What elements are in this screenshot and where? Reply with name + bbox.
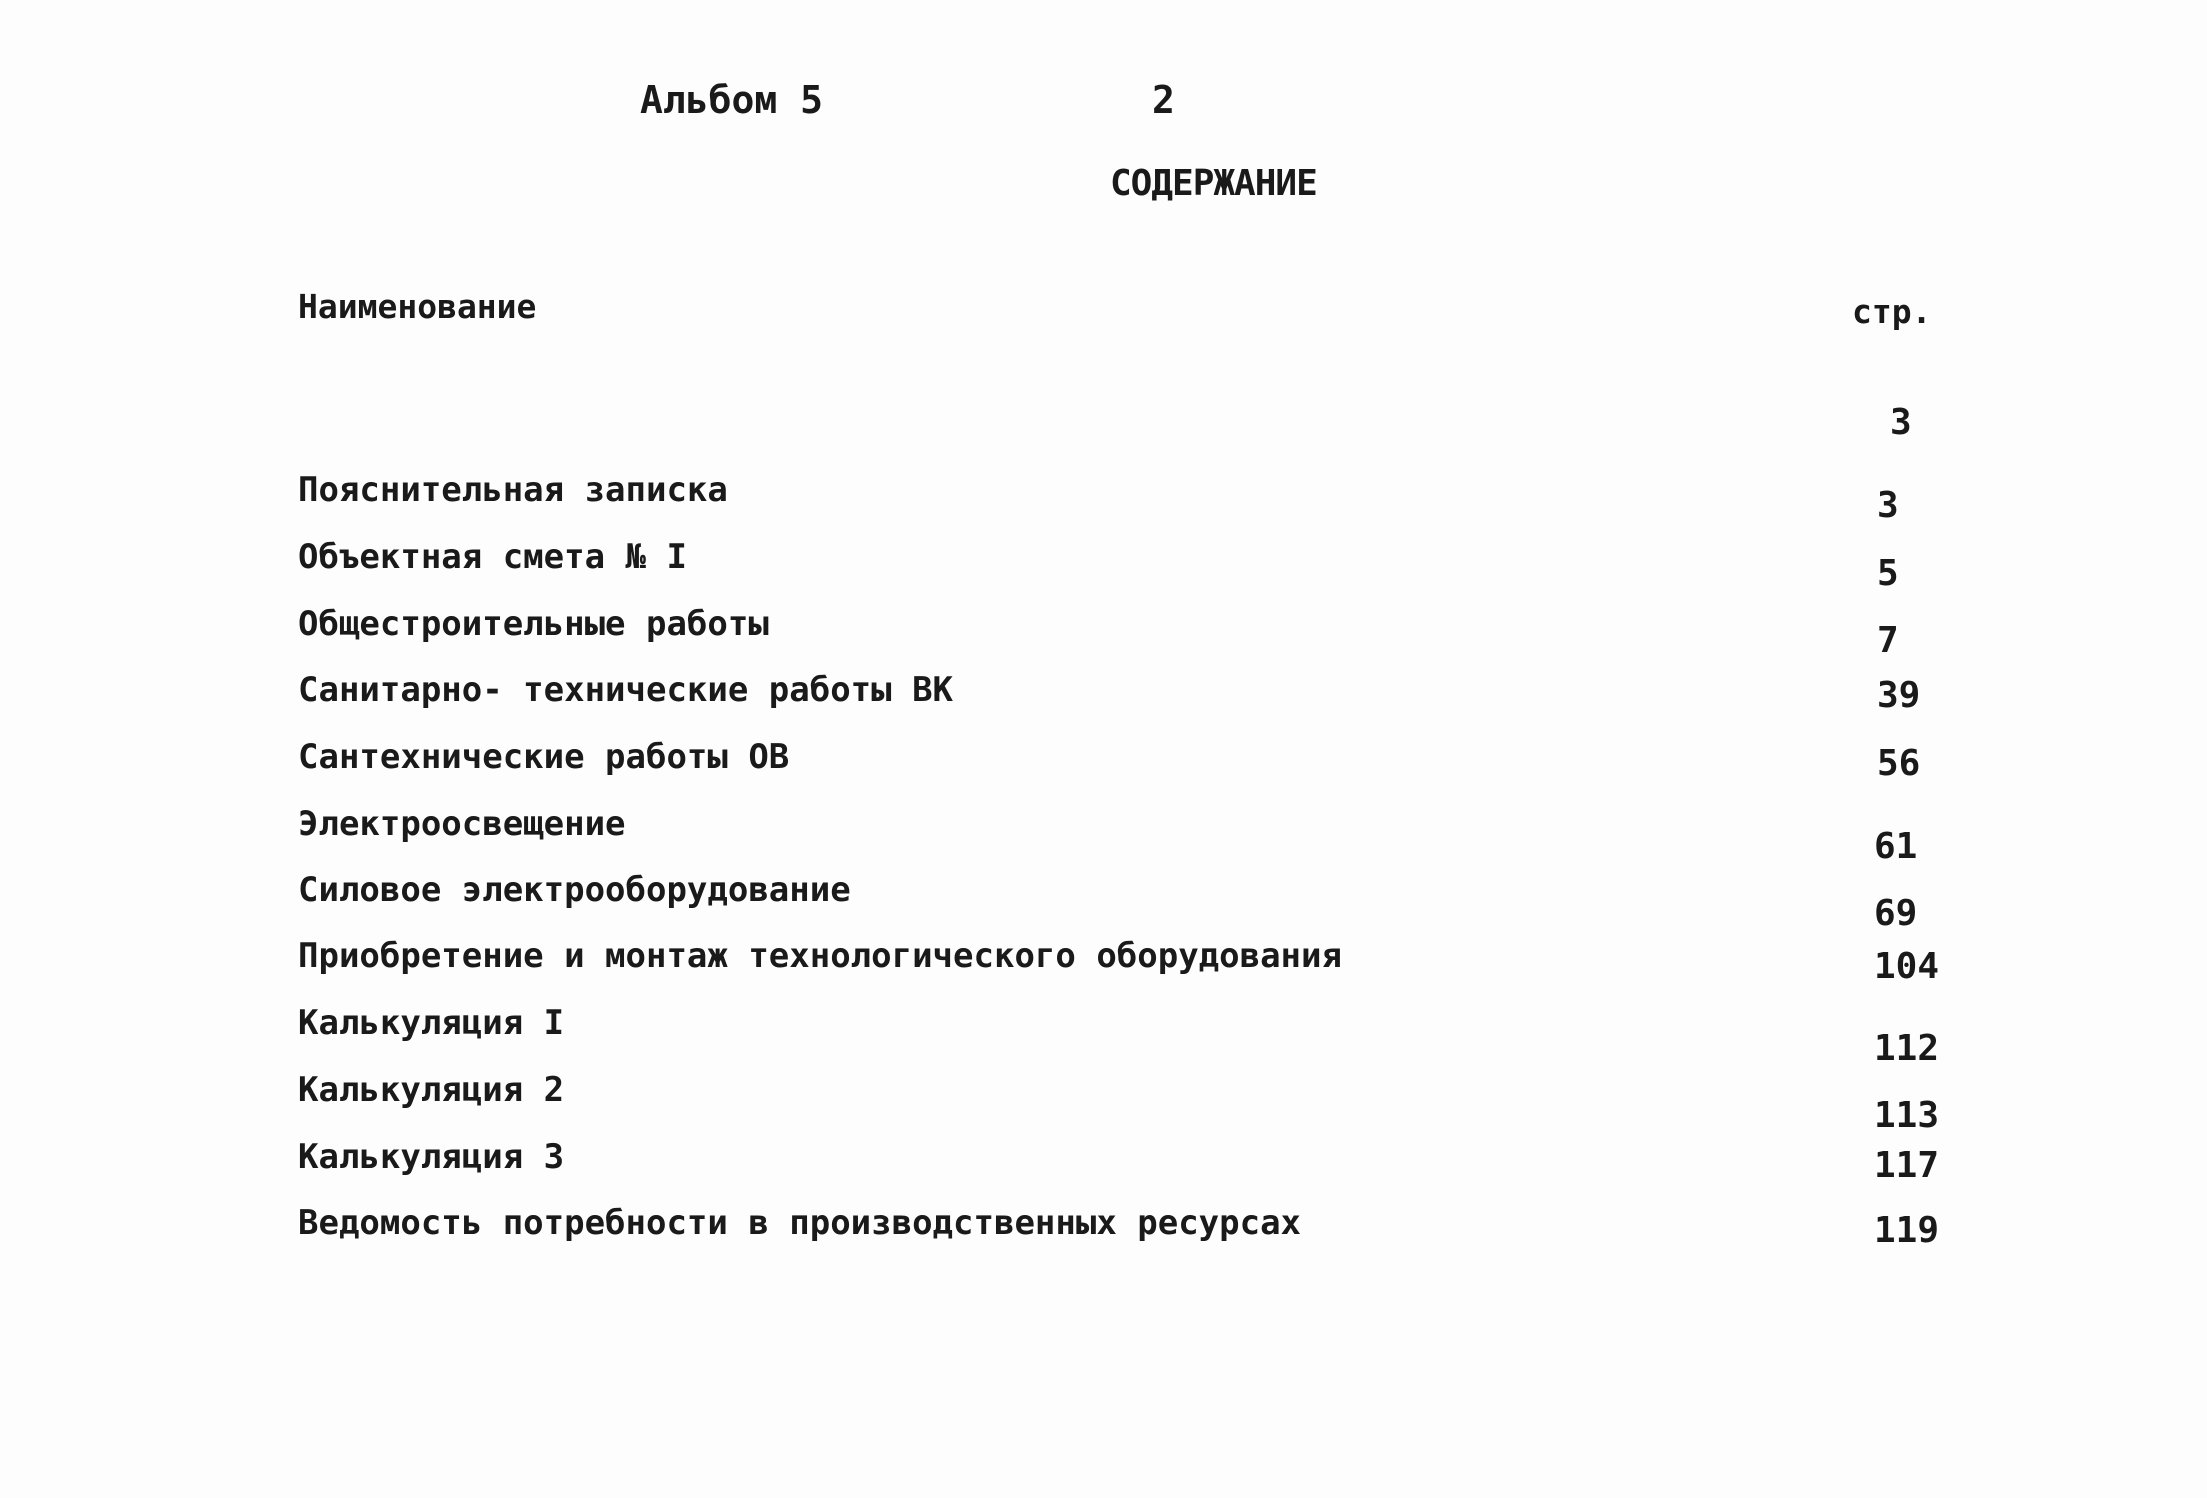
toc-entry-name: Общестроительные работы xyxy=(298,604,769,644)
toc-entry-page: 119 xyxy=(1874,1210,1940,1251)
toc-entry-page: 69 xyxy=(1874,893,1918,934)
lone-page-number: 3 xyxy=(1890,402,1912,443)
toc-entry-page: 117 xyxy=(1874,1145,1940,1186)
toc-entry-page: 112 xyxy=(1874,1028,1940,1069)
page-title: СОДЕРЖАНИЕ xyxy=(1110,163,1317,204)
toc-entry-name: Ведомость потребности в производственных ресурсах xyxy=(298,1203,1302,1243)
toc-entry-name: Силовое электрооборудование xyxy=(298,870,851,910)
toc-entry-page: 39 xyxy=(1877,675,1921,716)
toc-entry-page: 61 xyxy=(1874,826,1918,867)
column-header-name: Наименование xyxy=(298,287,537,326)
toc-entry-name: Пояснительная записка xyxy=(298,470,728,510)
toc-entry-name: Санитарно- технические работы ВК xyxy=(298,670,954,710)
toc-entry-page: 113 xyxy=(1874,1095,1940,1136)
toc-entry-name: Электроосвещение xyxy=(298,804,626,844)
column-header-page: стр. xyxy=(1852,292,1932,331)
album-label: Альбом 5 xyxy=(640,78,824,122)
toc-entry-name: Сантехнические работы ОВ xyxy=(298,737,790,777)
toc-entry-page: 3 xyxy=(1877,485,1899,526)
toc-entry-name: Объектная смета № I xyxy=(298,537,687,577)
toc-entry-name: Калькуляция 3 xyxy=(298,1137,565,1177)
page-number: 2 xyxy=(1152,78,1175,122)
toc-entry-name: Приобретение и монтаж технологического оборудования xyxy=(298,936,1342,976)
toc-entry-name: Калькуляция I xyxy=(298,1003,565,1043)
toc-entry-page: 104 xyxy=(1874,946,1940,987)
toc-entry-page: 7 xyxy=(1877,620,1899,661)
toc-entry-page: 56 xyxy=(1877,743,1921,784)
toc-entry-name: Калькуляция 2 xyxy=(298,1070,565,1110)
toc-entry-page: 5 xyxy=(1877,553,1899,594)
